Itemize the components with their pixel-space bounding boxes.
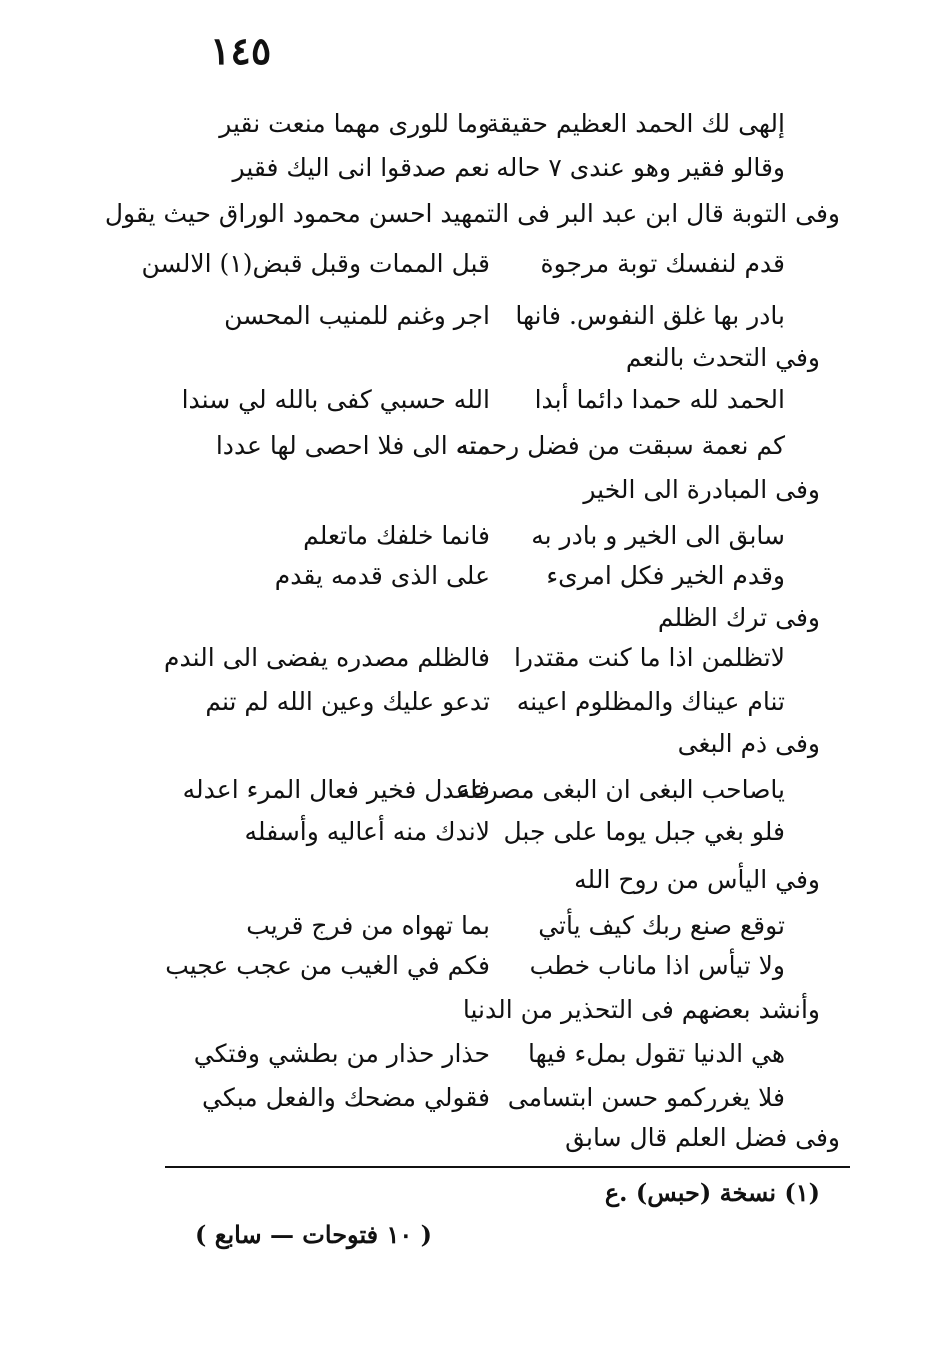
second-hemistich: نعم صدقوا انى اليك فقير — [232, 153, 490, 182]
first-hemistich: تنام عيناك والمظلوم اعينه — [516, 687, 785, 716]
verse-line — [225, 556, 785, 596]
signature-mark: ( ١٠ فتوحات — سابع ) — [195, 1220, 433, 1249]
first-hemistich: قدم لنفسك توبة مرجوة — [540, 249, 785, 278]
second-hemistich: فقولي مضحك والفعل مبكي — [202, 1083, 490, 1112]
first-hemistich: سابق الى الخير و بادر به — [531, 521, 785, 550]
first-hemistich: لاتظلمن اذا ما كنت مقتدرا — [513, 643, 785, 672]
footnote: (١) نسخة (حبس) .ع — [604, 1178, 820, 1207]
verse-line — [205, 682, 785, 722]
prose-line: وفى فضل العلم قال سابق — [565, 1123, 840, 1152]
prose-line: وفى التوبة قال ابن عبد البر فى التمهيد احسن محمود الوراق حيث يقول — [104, 199, 840, 228]
first-hemistich: بادر بها غلق النفوس. فانها — [515, 301, 785, 330]
verse-line — [225, 812, 785, 852]
verse-line — [225, 148, 785, 188]
second-hemistich: لاندك منه أعاليه وأسفله — [244, 817, 490, 846]
first-hemistich: توقع صنع ربك كيف يأتي — [538, 911, 785, 940]
first-hemistich: إلهى لك الحمد العظيم حقيقة — [486, 109, 785, 138]
verse-line — [225, 516, 785, 556]
verse-line — [219, 104, 785, 144]
verse-line — [193, 1034, 785, 1074]
second-hemistich: حذار حذار من بطشي وفتكي — [193, 1039, 490, 1068]
verse-line — [164, 638, 785, 678]
first-hemistich: ولا تيأس اذا ماناب خطب — [529, 951, 785, 980]
second-hemistich: وما للورى مهما منعت نقير — [219, 109, 490, 138]
section-heading: وأنشد بعضهم فى التحذير من الدنيا — [462, 995, 820, 1024]
verse-line — [141, 244, 785, 284]
section-heading: وفى ذم البغى — [677, 729, 820, 758]
page-number: ١٤٥ — [210, 28, 272, 73]
second-hemistich: فكم في الغيب من عجب عجيب — [165, 951, 490, 980]
first-hemistich: ياصاحب البغى ان البغى مصرعة — [457, 775, 785, 804]
first-hemistich: فلا يغرركمو حسن ابتسامى — [507, 1083, 785, 1112]
verse-line — [225, 296, 785, 336]
verse-line — [202, 1078, 785, 1118]
verse-line — [165, 946, 785, 986]
section-heading: وفى المبادرة الى الخير — [583, 475, 820, 504]
second-hemistich: فاعدل فخير فعال المرء اعدله — [182, 775, 490, 804]
verse-line — [215, 426, 785, 466]
second-hemistich: الله حسبي كفى بالله لي سندا — [181, 385, 490, 414]
footnote-divider — [165, 1166, 850, 1168]
first-hemistich: هي الدنيا تقول بملء فيها — [527, 1039, 785, 1068]
first-hemistich: فلو بغي جبل يوما على جبل — [503, 817, 785, 846]
second-hemistich: فانما خلفك ماتعلم — [303, 521, 490, 550]
second-hemistich: قبل الممات وقبل قبض(١) الالسن — [141, 249, 490, 278]
second-hemistich: على الذى قدمه يقدم — [274, 561, 490, 590]
first-hemistich: كم نعمة سبقت من فضل رحمته — [456, 431, 785, 460]
second-hemistich: اجر وغنم للمنيب المحسن — [224, 301, 490, 330]
section-heading: وفى ترك الظلم — [657, 603, 820, 632]
first-hemistich: وقدم الخير فكل امرىء — [546, 561, 785, 590]
second-hemistich: تدعو عليك وعين الله لم تنم — [205, 687, 490, 716]
verse-line — [181, 380, 785, 420]
second-hemistich: منه الى فلا احصى لها عددا — [215, 431, 490, 460]
section-heading: وفي اليأس من روح الله — [574, 865, 820, 894]
section-heading: وفي التحدث بالنعم — [625, 343, 820, 372]
second-hemistich: فالظلم مصدره يفضى الى الندم — [164, 643, 490, 672]
first-hemistich: وقالو فقير وهو عندى ٧ حاله — [496, 153, 785, 182]
second-hemistich: بما تهواه من فرج قريب — [246, 911, 490, 940]
verse-line — [225, 906, 785, 946]
verse-line — [182, 770, 785, 810]
first-hemistich: الحمد لله حمدا دائما أبدا — [534, 385, 785, 414]
